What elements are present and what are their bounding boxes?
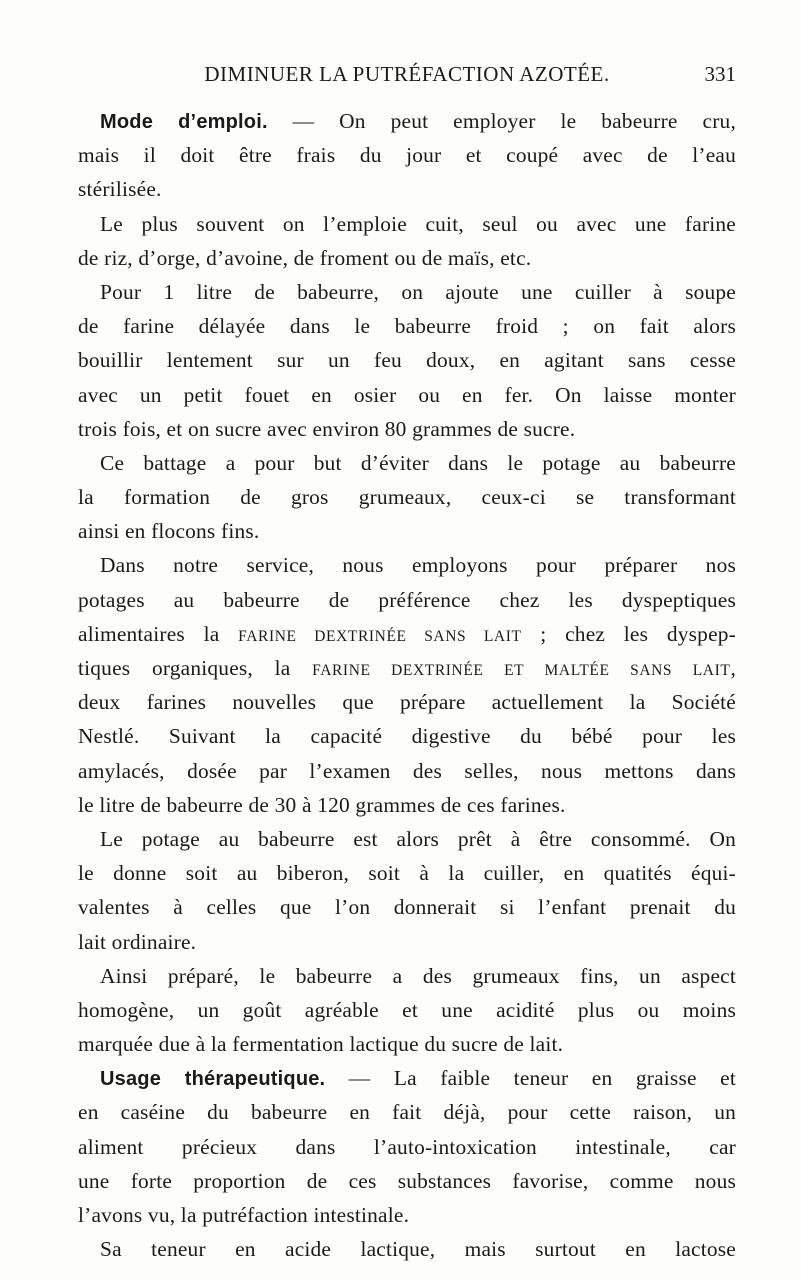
- text-line: Sa teneur en acide lactique, mais surtout en lactose: [100, 1237, 736, 1262]
- text-line: potages au babeurre de préférence chez les dyspeptiques: [78, 587, 736, 612]
- product-name: FARINE DEXTRINÉE ET MALTÉE SANS LAIT: [312, 662, 731, 679]
- text-line: la formation de gros grumeaux, ceux-ci se transformant: [78, 485, 736, 510]
- text-line: amylacés, dosée par l’examen des selles, nous mettons dans: [78, 758, 736, 783]
- text-line: Le potage au babeurre est alors prêt à être consommé. On: [100, 826, 736, 851]
- text-line: de riz, d’orge, d’avoine, de froment ou de maïs, etc.: [78, 245, 532, 270]
- text-line: stérilisée.: [78, 177, 162, 202]
- section-heading: Usage thérapeutique.: [100, 1068, 326, 1091]
- text-line: Ce battage a pour but d’éviter dans le potage au babeurre: [100, 450, 736, 475]
- text-line: marquée due à la fermentation lactique du sucre de lait.: [78, 1032, 564, 1057]
- text-line: bouillir lentement sur un feu doux, en agitant sans cesse: [78, 348, 736, 373]
- text-line: avec un petit fouet en osier ou en fer. On laisse monter: [78, 382, 736, 407]
- text-line: lait ordinaire.: [78, 929, 197, 954]
- page-number: 331: [704, 62, 736, 86]
- running-title: DIMINUER LA PUTRÉFACTION AZOTÉE.: [204, 62, 610, 86]
- section-heading: Mode d’emploi.: [100, 111, 268, 133]
- product-name: FARINE DEXTRINÉE SANS LAIT: [238, 627, 522, 645]
- text-line: Nestlé. Suivant la capacité digestive du bébé pour les: [78, 724, 736, 749]
- text-line: aliment précieux dans l’auto-intoxication intestinale, car: [78, 1134, 736, 1159]
- text-line: de farine délayée dans le babeurre froid ; on fait alors: [78, 314, 736, 339]
- text-line: Mode d’emploi. — On peut employer le babeurre cru,: [100, 109, 737, 133]
- text-line: Ainsi préparé, le babeurre a des grumeaux fins, un aspect: [100, 963, 736, 988]
- text-line: mais il doit être frais du jour et coupé avec de l’eau: [78, 143, 736, 168]
- text-line: homogène, un goût agréable et une acidité plus ou moins: [78, 997, 736, 1022]
- text-line: Pour 1 litre de babeurre, on ajoute une cuiller à soupe: [100, 279, 736, 304]
- running-header: [78, 62, 736, 92]
- text-line: trois fois, et on sucre avec environ 80 grammes de sucre.: [78, 416, 576, 441]
- text-line: une forte proportion de ces substances favorise, comme nous: [78, 1168, 736, 1193]
- text-line: en caséine du babeurre en fait déjà, pour cette raison, un: [78, 1100, 736, 1125]
- text-line: l’avons vu, la putréfaction intestinale.: [78, 1203, 410, 1227]
- text-line: alimentaires la FARINE DEXTRINÉE SANS LAIT ; chez les dyspep-: [78, 621, 736, 646]
- text-line: le litre de babeurre de 30 à 120 grammes de ces farines.: [78, 792, 566, 817]
- text-line: ainsi en flocons fins.: [78, 519, 260, 544]
- text-line: le donne soit au biberon, soit à la cuiller, en quatités équi-: [78, 861, 736, 886]
- text-line: valentes à celles que l’on donnerait si l’enfant prenait du: [78, 895, 736, 920]
- text-line: deux farines nouvelles que prépare actuellement la Société: [78, 690, 736, 715]
- text-line: Dans notre service, nous employons pour préparer nos: [100, 553, 736, 578]
- text-line: Usage thérapeutique. — La faible teneur en graisse et: [100, 1066, 736, 1091]
- text-line: tiques organiques, la FARINE DEXTRINÉE ET MALTÉE SANS LAIT,: [78, 656, 736, 680]
- text-line: Le plus souvent on l’emploie cuit, seul ou avec une farine: [100, 211, 736, 236]
- body-text: [78, 104, 736, 1266]
